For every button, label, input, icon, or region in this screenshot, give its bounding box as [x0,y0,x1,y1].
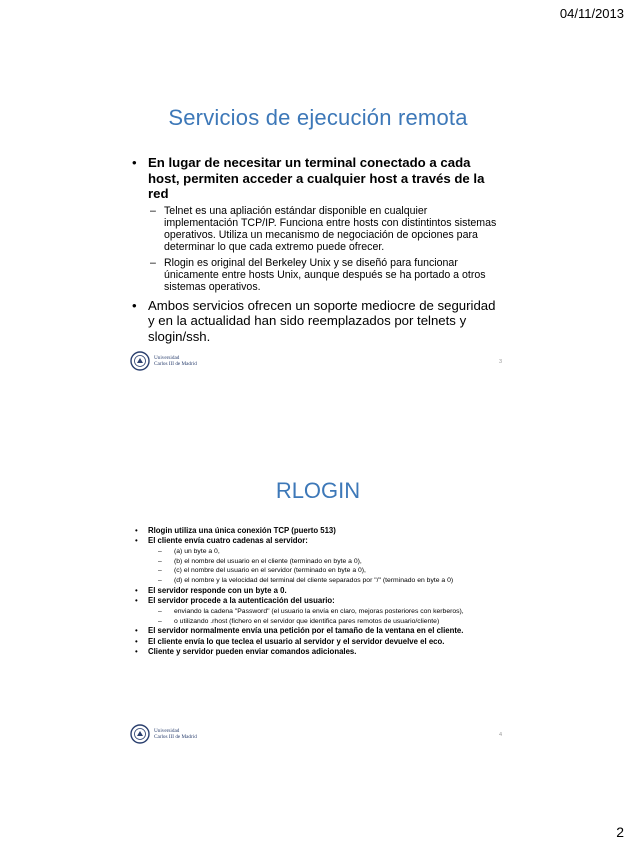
list-item [130,298,498,345]
logo-line-2: Carlos III de Madrid [154,361,197,367]
list-item: • Cliente y servidor pueden enviar comandos adicionales. [132,647,504,657]
logo-line-1: Universidad [154,355,180,361]
bullet-list [130,155,498,348]
sub-bullet-list [148,205,498,294]
slide-title: Servicios de ejecución remota [168,105,468,130]
sub-bullet-list [148,547,504,586]
sub-list-item: – Rlogin es original del Berkeley Unix y se diseñó para funcionar únicamente entre hosts Unix, aunque después se ha portado a otros sistemas operativos. [148,257,498,294]
slide-title: RLOGIN [275,478,361,503]
logo-line-2: Carlos III de Madrid [154,734,197,740]
bullet-list [132,526,504,658]
university-seal-icon [130,724,150,744]
sub-list-item: – Telnet es una apliación estándar disponible en cualquier implementación TCP/IP. Funciona entre hosts con distintintos sistemas operativos. Utiliza un mecanismo de negociación de opciones para determinar lo que cada extremo puede ofrecer. [148,205,498,254]
list-item [132,536,504,586]
sub-list-item: – (d) el nombre y la velocidad del terminal del cliente separados por "/" (terminado en byte a 0) [148,576,504,586]
slide-thumbnail-1 [118,93,518,393]
slide-number: 4 [498,732,502,738]
list-item [130,155,498,294]
slide-thumbnail-2 [118,466,518,766]
list-item: • Rlogin utiliza una única conexión TCP (puerto 513) [132,526,504,536]
university-logo [130,724,197,744]
list-item: • El cliente envía lo que teclea el usuario al servidor y el servidor devuelve el eco. [132,637,504,647]
sub-bullet-list [148,607,504,627]
bullet-text: El cliente envía cuatro cadenas al servidor: [148,536,308,546]
slide-number: 3 [498,359,502,365]
sub-list-item: – (c) el nombre del usuario en el servidor (terminado en byte a 0), [148,566,504,576]
sub-list-item: – o utilizando .rhost (fichero en el servidor que identifica pares remotos de usuario/cliente) [148,617,504,627]
sub-list-item: – (b) el nombre del usuario en el cliente (terminado en byte a 0), [148,557,504,567]
sub-list-item: – enviando la cadena "Password" (el usuario la envía en claro, mejoras posteriores con kerberos), [148,607,504,617]
bullet-text: El servidor procede a la autenticación del usuario: [148,596,335,606]
university-logo [130,351,197,371]
bullet-text: Ambos servicios ofrecen un soporte mediocre de seguridad y en la actualidad han sido reemplazados por telnets y slogin/ssh. [148,297,496,344]
university-seal-icon [130,351,150,371]
logo-line-1: Universidad [154,728,180,734]
list-item: • El servidor normalmente envía una petición por el tamaño de la ventana en el cliente. [132,626,504,636]
list-item [132,596,504,626]
sub-list-item: – (a) un byte a 0, [148,547,504,557]
page-number: 2 [616,824,624,840]
list-item: • El servidor responde con un byte a 0. [132,586,504,596]
date-header: 04/11/2013 [559,6,624,21]
bullet-text: En lugar de necesitar un terminal conectado a cada host, permiten acceder a cualquier host a través de la red [148,155,485,201]
